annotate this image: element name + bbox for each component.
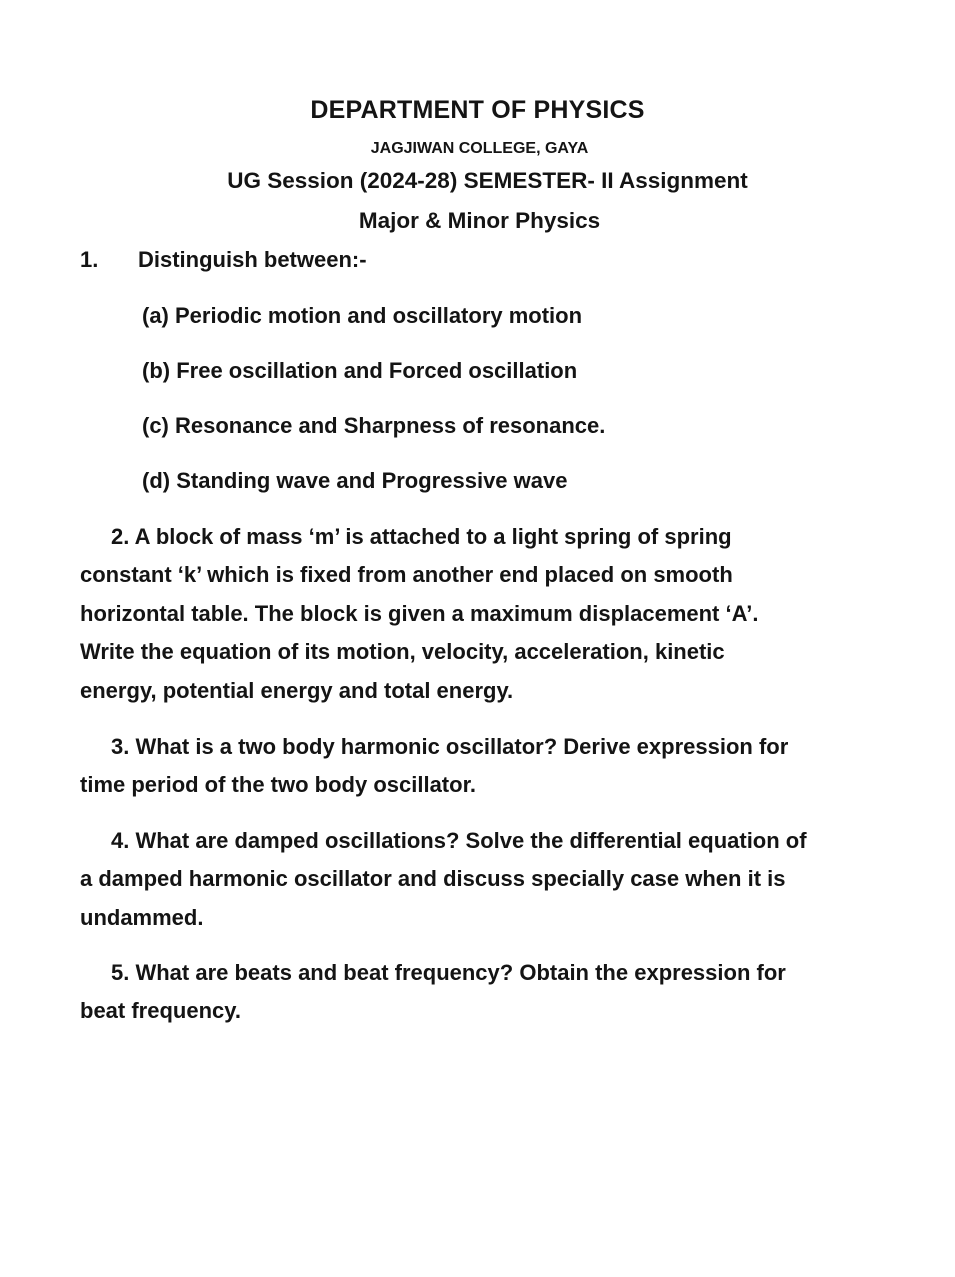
question-3-line: 3. What is a two body harmonic oscillator? Derive expression for xyxy=(111,734,789,759)
question-3 xyxy=(80,728,880,805)
question-1-title: Distinguish between:- xyxy=(138,247,367,272)
department-title: DEPARTMENT OF PHYSICS xyxy=(310,96,645,124)
question-4-line: 4. What are damped oscillations? Solve the differential equation of xyxy=(111,828,807,853)
question-2-line: constant ‘k’ which is fixed from another end placed on smooth xyxy=(80,562,733,588)
question-1-part-d: (d) Standing wave and Progressive wave xyxy=(142,468,568,493)
question-4-line: undammed. xyxy=(80,904,204,930)
subject-title: Major & Minor Physics xyxy=(358,208,601,233)
question-1-number: 1. xyxy=(80,247,99,272)
question-1-part-c: (c) Resonance and Sharpness of resonance. xyxy=(142,413,606,438)
question-3-line: time period of the two body oscillator. xyxy=(80,772,477,798)
question-4-line: a damped harmonic oscillator and discuss specially case when it is xyxy=(80,866,786,892)
college-name: JAGJIWAN COLLEGE, GAYA xyxy=(370,140,589,157)
question-1-part-a: (a) Periodic motion and oscillatory motion xyxy=(142,303,583,328)
question-2-line: Write the equation of its motion, velocity, acceleration, kinetic xyxy=(80,639,725,665)
question-2-line: 2. A block of mass ‘m’ is attached to a light spring of spring xyxy=(111,524,732,549)
session-title: UG Session (2024-28) SEMESTER- II Assignment xyxy=(227,168,748,193)
question-2-line: energy, potential energy and total energy. xyxy=(80,677,514,703)
question-5 xyxy=(80,954,880,1031)
question-1-part-b: (b) Free oscillation and Forced oscillation xyxy=(142,358,578,383)
question-5-line: beat frequency. xyxy=(80,998,241,1024)
question-4 xyxy=(80,822,880,937)
question-5-line: 5. What are beats and beat frequency? Obtain the expression for xyxy=(111,960,786,985)
question-2-line: horizontal table. The block is given a maximum displacement ‘A’. xyxy=(80,600,759,626)
question-2 xyxy=(80,518,880,710)
